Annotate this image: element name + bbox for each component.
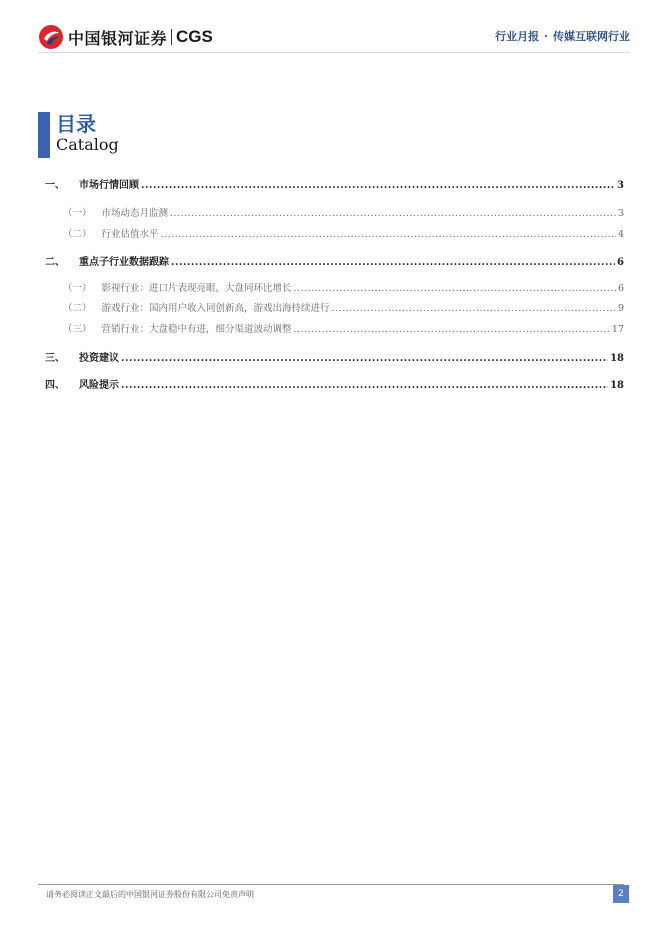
toc-entry-title: 重点子行业数据跟踪 — [79, 257, 169, 268]
toc-entry-number: （三） — [63, 324, 92, 335]
footer-divider — [38, 884, 624, 885]
toc-leader-dots — [121, 353, 608, 364]
toc-entry-page: 3 — [617, 180, 624, 191]
footer-disclaimer: 请务必阅读正文最后的中国银河证券股份有限公司免责声明 — [46, 890, 254, 899]
page-number-badge: 2 — [613, 885, 629, 903]
toc-entry[interactable] — [45, 321, 624, 335]
toc-entry-number: 三、 — [45, 353, 65, 364]
toc-leader-dots — [294, 283, 616, 294]
toc-leader-dots — [171, 257, 615, 268]
header-divider — [38, 52, 630, 53]
toc-entry-title: 行业估值水平 — [101, 229, 159, 240]
toc-entry-page: 17 — [611, 324, 624, 335]
logo-cn-text: 中国银河证券 — [68, 28, 168, 48]
toc-entry-page: 18 — [610, 380, 624, 391]
title-accent-bar — [38, 112, 50, 158]
logo-en-text: CGS — [176, 27, 213, 46]
logo-divider — [171, 29, 172, 45]
toc-entry-page: 6 — [617, 257, 624, 268]
toc-entry-page: 3 — [617, 208, 624, 219]
industry-name: 传媒互联网行业 — [553, 30, 630, 43]
toc-entry-number: （一） — [63, 208, 92, 219]
toc-entry[interactable] — [45, 349, 624, 364]
galaxy-logo-icon — [38, 24, 64, 50]
toc-entry-title: 风险提示 — [79, 380, 119, 391]
company-logo — [38, 24, 213, 50]
toc-entry-page: 4 — [617, 229, 624, 240]
toc-entry-number: （二） — [63, 303, 92, 314]
toc-entry[interactable] — [45, 253, 624, 268]
toc-entry-page: 18 — [610, 353, 624, 364]
toc-leader-dots — [161, 229, 616, 240]
toc-entry[interactable] — [45, 205, 624, 219]
toc-entry-title: 营销行业：大盘稳中有进，细分渠道波动调整 — [101, 324, 292, 335]
toc-entry-number: （一） — [63, 283, 92, 294]
toc-entry[interactable] — [45, 376, 624, 391]
header-separator: · — [544, 30, 548, 43]
toc-entry-number: 二、 — [45, 257, 65, 268]
toc-leader-dots — [294, 324, 610, 335]
toc-leader-dots — [141, 180, 615, 191]
toc-entry[interactable] — [45, 176, 624, 191]
toc-entry-number: 一、 — [45, 180, 65, 191]
toc-entry[interactable] — [45, 226, 624, 240]
toc-entry-number: 四、 — [45, 380, 65, 391]
toc-entry[interactable] — [45, 300, 624, 314]
toc-entry-page: 9 — [617, 303, 624, 314]
toc-entry-number: （二） — [63, 229, 92, 240]
toc-entry[interactable] — [45, 280, 624, 294]
toc-entry-title: 游戏行业：国内用户收入同创新高，游戏出海持续进行 — [101, 303, 330, 314]
toc-entry-title: 投资建议 — [79, 353, 119, 364]
toc-entry-page: 6 — [617, 283, 624, 294]
toc-title-en: Catalog — [56, 135, 119, 154]
toc-leader-dots — [121, 380, 608, 391]
toc-entry-title: 市场行情回顾 — [79, 180, 139, 191]
toc-leader-dots — [332, 303, 616, 314]
toc-entry-title: 市场动态月监测 — [101, 208, 169, 219]
toc-entry-title: 影视行业：进口片表现亮眼，大盘同环比增长 — [101, 283, 292, 294]
toc-leader-dots — [170, 208, 616, 219]
report-type: 行业月报 — [495, 30, 540, 43]
toc-title-cn: 目录 — [56, 112, 96, 136]
report-header-label — [495, 28, 630, 44]
